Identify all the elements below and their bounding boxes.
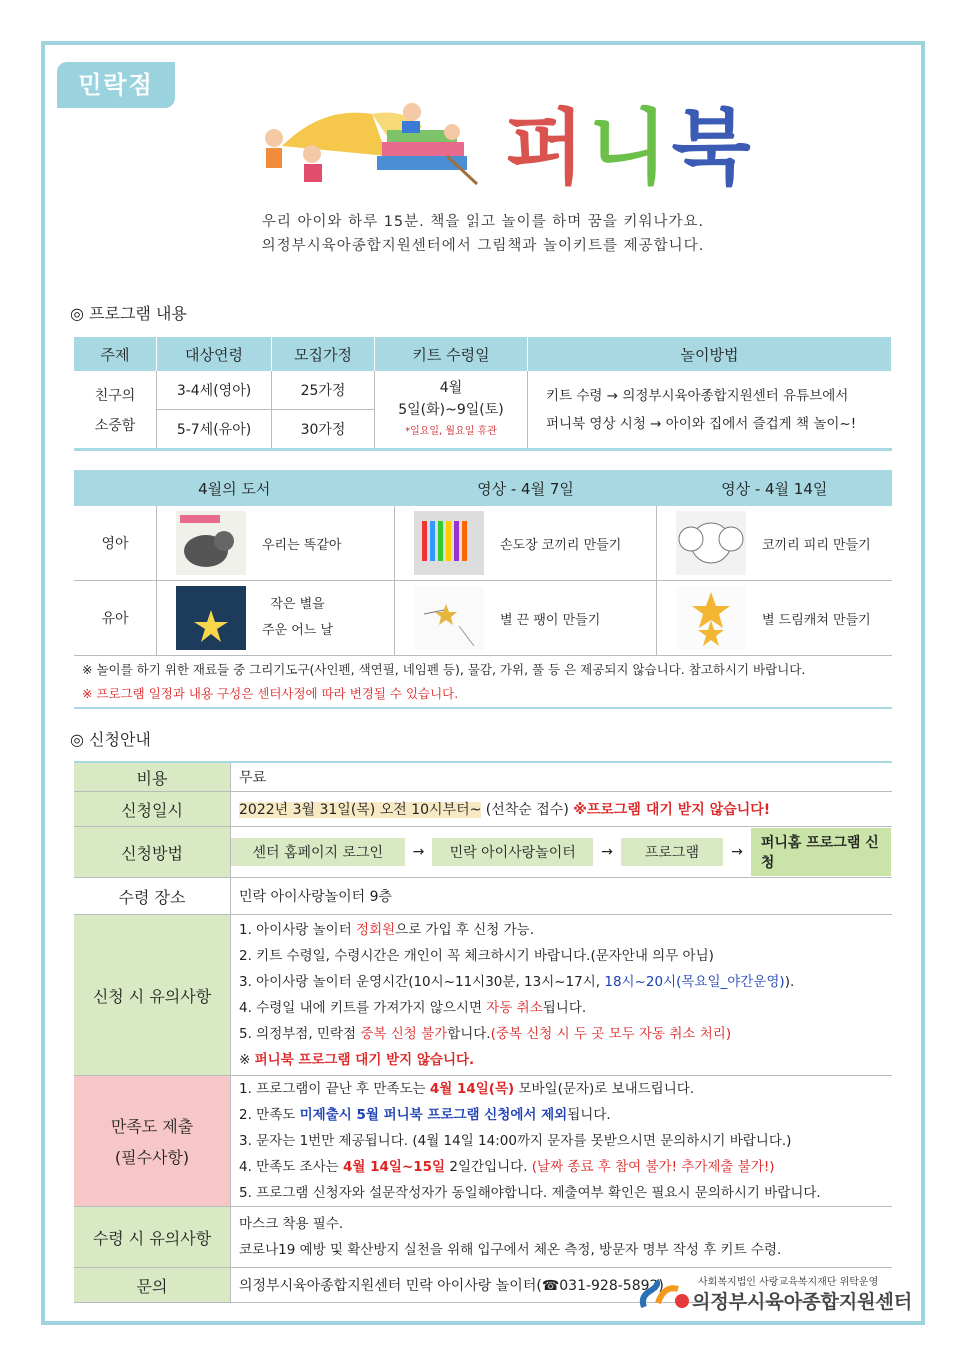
- apply-table: [74, 761, 892, 1303]
- col-age: 대상연령: [157, 337, 272, 371]
- families-child: 30가정: [272, 410, 375, 450]
- row-label-infant: 영아: [74, 506, 157, 581]
- contact-label: 문의: [74, 1268, 231, 1303]
- topic-cell: 친구의 소중함: [74, 371, 157, 450]
- craft-photo: [676, 586, 746, 650]
- place-label: 수령 장소: [74, 878, 231, 915]
- book-cover-image: [176, 586, 246, 650]
- caution-list: 1. 아이사랑 놀이터 정회원으로 가입 후 신청 가능. 2. 키트 수령일, 수령시간은 개인이 꼭 체크하시기 바랍니다.(문자안내 의무 아님) 3. 아이사랑 놀이터 운영시간(10시~11시30분, 13시~17시, 18시~20시(목요일_야간운영)). 4. 수령일 내에 키트를 가져가지 않으시면 자동 취소됩니다. 5. 의정부점, 민락점 중복 신청 불가합니다.(중복 신청 시 두 곳 모두 자동 취소 처리) ※ 퍼니북 프로그램 대기 받지 않습니다.: [231, 915, 893, 1076]
- col-book: 4월의 도서: [74, 470, 394, 506]
- center-logo: 의정부시육아종합지원센터: [692, 1291, 913, 1313]
- branch-badge: 민락점: [57, 62, 175, 108]
- section-heading-apply: ◎ 신청안내: [70, 730, 151, 749]
- method-cell: 키트 수령 → 의정부시육아종합지원센터 유튜브에서 퍼니북 영상 시청 → 아이와 집에서 즐겁게 책 놀이~!: [528, 371, 892, 450]
- center-logo-mark: [638, 1279, 692, 1313]
- cost-label: 비용: [74, 762, 231, 792]
- col-kit-date: 키트 수령일: [375, 337, 528, 371]
- satisfaction-label: 만족도 제출 (필수사항): [74, 1076, 231, 1207]
- video-cell-2-child: 별 드림캐쳐 만들기: [656, 581, 892, 656]
- caution-label: 신청 시 유의사항: [74, 915, 231, 1076]
- video-cell-2-infant: 코끼리 피리 만들기: [656, 506, 892, 581]
- book-cell-child: 작은 별을 주운 어느 날: [157, 581, 395, 656]
- col-video-2: 영상 - 4월 14일: [656, 470, 892, 506]
- program-table: [74, 337, 892, 451]
- age-child: 5-7세(유아): [157, 410, 272, 450]
- contact-value: 의정부시육아종합지원센터 민락 아이사랑 놀이터(☎031-928-5892): [231, 1268, 893, 1303]
- craft-photo: [414, 586, 484, 650]
- col-topic: 주제: [74, 337, 157, 371]
- col-method: 놀이방법: [528, 337, 892, 371]
- col-families: 모집가정: [272, 337, 375, 371]
- kids-reading-illustration: [252, 96, 487, 188]
- section-heading-program: ◎ 프로그램 내용: [70, 304, 187, 323]
- logo-subtitle: 사회복지법인 사랑교육복지재단 위탁운영: [698, 1277, 879, 1288]
- cost-value: 무료: [231, 762, 893, 792]
- craft-photo: [414, 511, 484, 575]
- method-label: 신청방법: [74, 827, 231, 878]
- video-cell-1-child: 별 끈 팽이 만들기: [394, 581, 656, 656]
- video-cell-1-infant: 손도장 코끼리 만들기: [394, 506, 656, 581]
- intro-line-2: 의정부시육아종합지원센터에서 그림책과 놀이키트를 제공합니다.: [261, 238, 705, 254]
- satisfaction-list: 1. 프로그램이 끝난 후 만족도는 4월 14일(목) 모바일(문자)로 보내드립니다. 2. 만족도 미제출시 5월 퍼니북 프로그램 신청에서 제외됩니다. 3. 문자는 1번만 제공됩니다. (4월 14일 14:00까지 문자를 못받으시면 문의하시기 바랍니다.) 4. 만족도 조사는 4월 14일~15일 2일간입니다. (날짜 종료 후 참여 불가! 추가제출 불가!) 5. 프로그램 신청자와 설문작성자가 동일해야합니다. 제출여부 확인은 필요시 문의하시기 바랍니다.: [231, 1076, 893, 1207]
- kit-date-cell: 4월 5일(화)~9일(토) *일요일, 월요일 휴관: [375, 371, 528, 450]
- book-cover-image: [176, 511, 246, 575]
- row-label-child: 유아: [74, 581, 157, 656]
- intro-line-1: 우리 아이와 하루 15분. 책을 읽고 놀이를 하며 꿈을 키워나가요.: [261, 214, 705, 230]
- date-label: 신청일시: [74, 792, 231, 827]
- page-title: 퍼니북: [505, 101, 755, 196]
- receive-label: 수령 시 유의사항: [74, 1207, 231, 1268]
- age-infant: 3-4세(영아): [157, 371, 272, 410]
- divider: [74, 707, 892, 709]
- table-row: [74, 581, 892, 656]
- books-table: [74, 470, 892, 656]
- col-video-1: 영상 - 4월 7일: [394, 470, 656, 506]
- date-value: 2022년 3월 31일(목) 오전 10시부터~ (선착순 접수) ※프로그램 대기 받지 않습니다!: [231, 792, 893, 827]
- book-cell-infant: 우리는 똑같아: [157, 506, 395, 581]
- place-value: 민락 아이사랑놀이터 9층: [231, 878, 893, 915]
- note-materials: ※ 놀이를 하기 위한 재료들 중 그리기도구(사인펜, 색연필, 네임펜 등), 물감, 가위, 풀 등 은 제공되지 않습니다. 참고하시기 바랍니다.: [82, 662, 806, 677]
- note-schedule-change: ※ 프로그램 일정과 내용 구성은 센터사정에 따라 변경될 수 있습니다.: [82, 686, 459, 701]
- families-infant: 25가정: [272, 371, 375, 410]
- table-row: [74, 506, 892, 581]
- method-flow: 센터 홈페이지 로그인 → 민락 아이사랑놀이터 → 프로그램 → 퍼니홈 프로그램 신청: [231, 827, 893, 878]
- craft-photo: [676, 511, 746, 575]
- receive-list: 마스크 착용 필수. 코로나19 예방 및 확산방지 실천을 위해 입구에서 체온 측정, 방문자 명부 작성 후 키트 수령.: [231, 1207, 893, 1268]
